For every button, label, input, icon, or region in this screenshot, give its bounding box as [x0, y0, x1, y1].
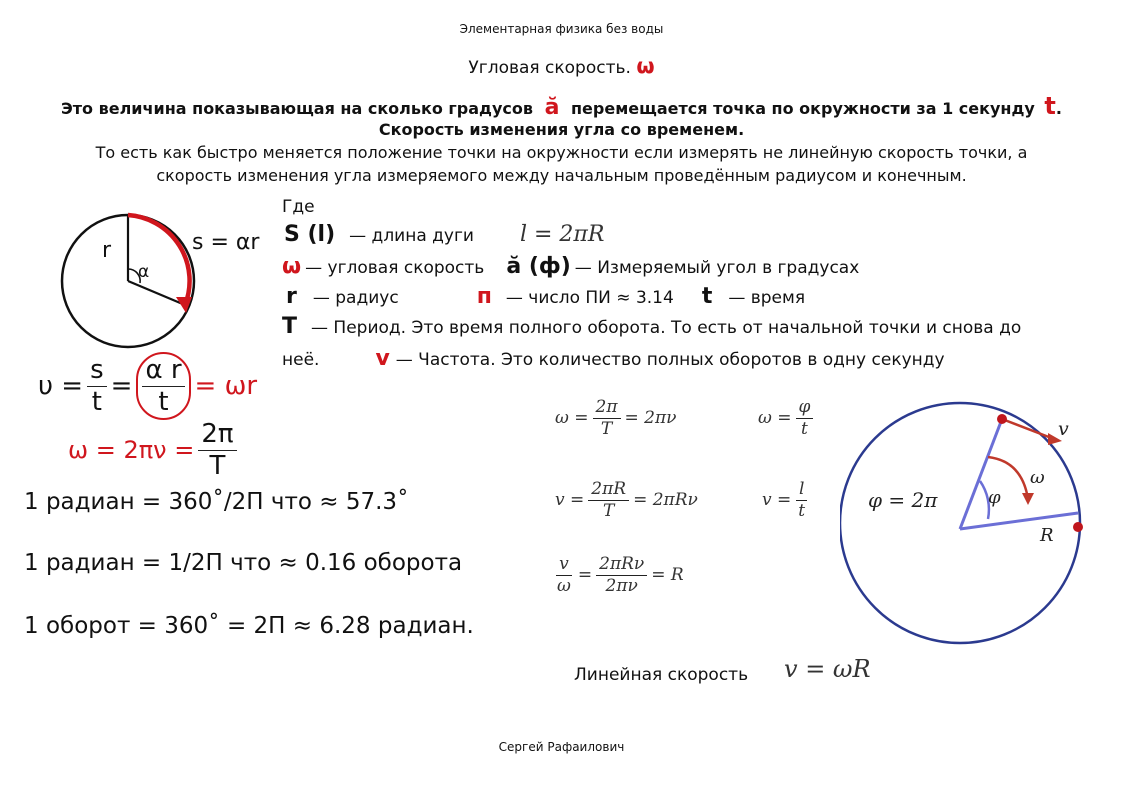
point-end: [1073, 522, 1083, 532]
page-title: [0, 54, 1123, 78]
definition-text-a: Это величина показывающая на сколько градусов: [61, 99, 533, 118]
legend-t-desc: — время: [728, 288, 806, 308]
angular-velocity-diagram: [840, 395, 1110, 665]
f1-lhs: ω =: [555, 408, 589, 429]
legend-where: Где: [282, 197, 315, 217]
legend-omega-desc: — угловая скорость: [305, 258, 485, 278]
hand-T: T: [209, 450, 226, 481]
two-pi-over-T: [198, 420, 236, 480]
legend-s-desc: — длина дуги: [349, 226, 474, 246]
diagram-phi-equation: φ = 2π: [868, 488, 938, 512]
radius-end: [960, 513, 1078, 529]
arc-length-equation: s = αr: [192, 230, 260, 255]
formula-omega-period: [555, 398, 677, 438]
hand-omega-eq: ω = 2πν =: [68, 436, 195, 465]
f5-eq: =: [577, 565, 593, 586]
f5-den: 2πν: [605, 575, 638, 596]
f5-lden: ω: [557, 575, 571, 596]
hand-alpha-label: α: [138, 262, 150, 282]
legend-row-omega: [282, 254, 859, 279]
legend-T-desc: — Период. Это время полного оборота. То есть от начальной точки и снова до: [311, 318, 1022, 338]
legend-omega-symbol: ω: [282, 254, 302, 279]
radius-line-angled: [128, 281, 185, 305]
alpha-r-over-t-circled: [136, 352, 190, 420]
formula-v-period: [555, 480, 698, 520]
legend-T-desc-cont: неё.: [282, 350, 320, 370]
hand-eq: =: [110, 371, 133, 402]
hand-t-2: t: [158, 386, 169, 417]
f4-den: t: [798, 500, 806, 521]
f3-rhs: = 2πRν: [633, 490, 698, 511]
legend-row-T: [282, 314, 1021, 339]
fact-radian-turns: 1 радиан = 1/2П что ≈ 0.16 оборота: [24, 550, 463, 576]
hand-r-label: r: [102, 238, 112, 263]
velocity-vector: [1002, 419, 1054, 439]
omega-handwritten: [68, 420, 241, 480]
hand-v-eq: υ =: [38, 371, 84, 402]
f2-den: t: [801, 418, 808, 439]
point-start: [997, 414, 1007, 424]
definition-line1: [0, 92, 1123, 120]
formula-v-over-omega: [550, 555, 684, 595]
legend-v-symbol: v: [375, 346, 390, 371]
radius-start: [960, 419, 1002, 529]
diagram-R-label: R: [1040, 525, 1054, 546]
page-header: Элементарная физика без воды: [459, 22, 664, 36]
f2-fraction: [796, 398, 814, 438]
velocity-handwritten: [38, 352, 257, 420]
hand-eq-wr: = ωr: [194, 371, 258, 402]
legend-row-s: [284, 222, 604, 247]
legend-v-desc: — Частота. Это количество полных оборотов в одну секунду: [395, 350, 945, 370]
title-omega-symbol: ω: [636, 54, 655, 78]
page-footer-author: Сергей Рафаилович: [498, 740, 625, 754]
f2-num: φ: [796, 398, 814, 419]
f3-lhs: v =: [555, 490, 585, 511]
f4-fraction: [795, 480, 808, 520]
hand-s: s: [87, 356, 107, 387]
omega-arrowhead: [1022, 493, 1034, 505]
hand-two-pi: 2π: [198, 420, 236, 451]
arc-length-diagram: [52, 205, 282, 365]
definition-dot: .: [1055, 99, 1062, 118]
definition-alpha-symbol: ӑ: [544, 95, 560, 120]
title-text: Угловая скорость.: [468, 58, 631, 78]
f3-num: 2πR: [588, 480, 629, 501]
f3-den: T: [602, 500, 615, 521]
hand-alpha-r: α r: [142, 356, 184, 387]
hand-t: t: [91, 386, 102, 417]
legend-r-symbol: r: [286, 284, 297, 309]
definition-line2: Скорость изменения угла со временем.: [378, 120, 745, 139]
f1-fraction: [593, 398, 621, 438]
legend-s-symbol: S (l): [284, 222, 336, 247]
diagram-phi-label: φ: [988, 487, 1001, 508]
f4-num: l: [796, 480, 807, 501]
f1-den: T: [600, 418, 613, 439]
f5-rhs: = R: [651, 565, 684, 586]
legend-pi-symbol: п: [476, 284, 492, 309]
red-arc: [128, 215, 190, 305]
arc-length-formula: l = 2πR: [519, 222, 605, 247]
definition-text-b: перемещается точка по окружности за 1 секунду: [571, 99, 1035, 118]
diagram-omega-label: ω: [1030, 467, 1045, 488]
explanation-line1: То есть как быстро меняется положение точки на окружности если измерять не линейную скорость точки, а: [95, 143, 1028, 162]
fact-radian-degrees: 1 радиан = 360˚/2П что ≈ 57.3˚: [24, 489, 409, 515]
explanation-line2: скорость изменения угла измеряемого между начальным проведённым радиусом и конечным.: [156, 166, 967, 185]
diagram-v-label: v: [1058, 418, 1069, 440]
definition-t-symbol: t: [1044, 92, 1056, 120]
legend-t-symbol: t: [701, 284, 713, 309]
linear-speed-label: Линейная скорость: [574, 665, 749, 685]
legend-row-v: [282, 346, 945, 371]
f1-rhs: = 2πν: [624, 408, 677, 429]
s-over-t: [87, 356, 107, 416]
f5-fraction: [596, 555, 647, 595]
f5-num: 2πRν: [596, 555, 647, 576]
legend-row-r: [286, 284, 805, 309]
fact-turn-radians: 1 оборот = 360˚ = 2П ≈ 6.28 радиан.: [24, 613, 474, 639]
linear-speed-formula: v = ωR: [784, 655, 871, 683]
legend-T-symbol: T: [282, 314, 298, 339]
legend-phi-desc: — Измеряемый угол в градусах: [574, 258, 860, 278]
motion-circle: [840, 403, 1080, 643]
f5-lnum: v: [556, 555, 572, 576]
f3-fraction: [588, 480, 629, 520]
formula-omega-angle: [758, 398, 817, 438]
f4-lhs: v =: [762, 490, 792, 511]
formula-v-length: [762, 480, 812, 520]
f2-lhs: ω =: [758, 408, 792, 429]
f5-left-fraction: [554, 555, 574, 595]
f1-num: 2π: [593, 398, 621, 419]
legend-r-desc: — радиус: [312, 288, 399, 308]
legend-pi-desc: — число ПИ ≈ 3.14: [505, 288, 674, 308]
legend-phi-symbol: ӑ (ф): [506, 254, 571, 279]
